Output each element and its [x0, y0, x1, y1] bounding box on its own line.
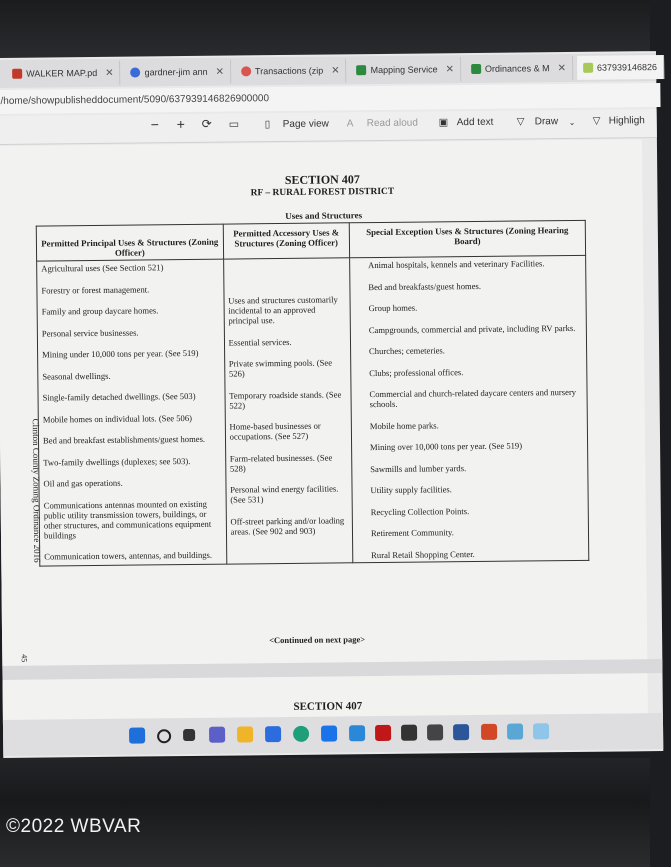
chevron-down-icon[interactable]: ⌄ — [568, 117, 576, 128]
next-page-title: SECTION 407 — [293, 700, 363, 713]
app-icon[interactable] — [427, 724, 443, 740]
list-item: Temporary roadside stands. (See 522) — [229, 388, 342, 411]
column-header-accessory: Permitted Accessory Uses & Structures (Zoning Officer) — [223, 223, 350, 259]
word-icon[interactable] — [453, 724, 469, 740]
page-number: 45 — [19, 654, 29, 663]
list-item: Uses and structures customarily incidental to an approved principal use. — [228, 294, 338, 326]
zoom-in-button[interactable]: + — [176, 116, 185, 133]
close-icon[interactable]: ✕ — [105, 67, 114, 79]
draw-button[interactable]: Draw — [534, 116, 559, 128]
list-item: Commercial and church-related daycare centers and nursery schools. — [369, 386, 577, 410]
list-item: Retirement Community. — [370, 527, 454, 539]
task-view-icon[interactable] — [183, 729, 195, 741]
tab-ordinances[interactable] — [465, 56, 573, 81]
tab-active-document[interactable] — [577, 55, 664, 80]
close-icon[interactable]: ✕ — [557, 62, 566, 74]
list-item: Oil and gas operations. — [43, 477, 123, 489]
list-item: Mobile home parks. — [369, 419, 439, 431]
tab-gardner[interactable] — [124, 60, 231, 85]
accessory-uses-cell — [223, 258, 352, 564]
app-icon[interactable] — [533, 723, 549, 739]
tab-label: Transactions (zip — [254, 65, 324, 77]
tab-bar — [0, 53, 656, 88]
highlight-button[interactable]: Highligh — [608, 115, 645, 127]
list-item: Essential services. — [228, 336, 292, 348]
site-icon — [357, 65, 367, 75]
tab-label: Mapping Service — [370, 64, 438, 76]
app-icon[interactable] — [349, 725, 365, 741]
list-item: Campgrounds, commercial and private, including RV parks. — [368, 322, 576, 335]
tab-transactions[interactable] — [235, 58, 347, 83]
teams-chat-icon[interactable] — [209, 727, 225, 743]
highlight-icon: ▽ — [592, 115, 601, 127]
list-item: Single-family detached dwellings. (See 503) — [42, 390, 196, 403]
close-icon[interactable]: ✕ — [215, 66, 225, 78]
app-icon[interactable] — [507, 724, 523, 740]
tab-label: WALKER MAP.pd — [26, 67, 98, 79]
uses-header: Uses and Structures — [285, 210, 363, 221]
list-item: Utility supply facilities. — [370, 484, 452, 496]
zoning-table — [36, 220, 590, 566]
principal-uses-cell — [37, 259, 227, 565]
add-text-button[interactable]: Add text — [456, 116, 494, 129]
tab-label: 637939146826 — [596, 62, 658, 73]
close-icon[interactable]: ✕ — [331, 64, 340, 76]
list-item: Mining under 10,000 tons per year. (See 519) — [42, 347, 199, 360]
continued-note: <Continued on next page> — [269, 634, 366, 646]
pdf-page — [0, 139, 647, 666]
section-title: SECTION 407 — [284, 172, 360, 187]
windows-start-icon[interactable] — [129, 727, 145, 743]
page-view-icon: ▯ — [264, 119, 271, 131]
list-item: Communications antennas mounted on existing public utility transmission towers, buildings, or other structures, and communications equipment buildings — [43, 498, 212, 541]
browser-window — [0, 51, 663, 758]
windows-taskbar — [3, 713, 663, 756]
read-aloud-button[interactable]: Read aloud — [366, 117, 418, 130]
list-item: Animal hospitals, kennels and veterinary Facilities. — [368, 258, 545, 271]
column-header-principal: Permitted Principal Uses & Structures (Zoning Officer) — [36, 224, 223, 261]
site-icon — [471, 64, 481, 74]
edge-icon[interactable] — [293, 726, 309, 742]
tab-mapping[interactable] — [350, 57, 461, 82]
list-item: Clubs; professional offices. — [369, 366, 464, 378]
zoom-out-button[interactable]: − — [150, 116, 159, 133]
add-text-icon: ▣ — [438, 117, 449, 129]
read-aloud-icon: A — [346, 118, 354, 130]
tab-walker-map[interactable] — [6, 61, 121, 86]
list-item: Bed and breakfasts/guest homes. — [368, 280, 482, 292]
list-item: Sawmills and lumber yards. — [370, 462, 467, 474]
close-icon[interactable]: ✕ — [445, 63, 455, 75]
side-text: Clinton County Zoning Ordinance 2016 — [30, 418, 43, 563]
special-uses-cell — [350, 255, 589, 562]
list-item: Private swimming pools. (See 526) — [228, 357, 333, 379]
site-icon — [241, 66, 251, 76]
page-view-button[interactable]: Page view — [282, 118, 329, 131]
globe-icon — [131, 67, 141, 77]
list-item: Group homes. — [368, 302, 418, 314]
list-item: Rural Retail Shopping Center. — [371, 548, 475, 560]
list-item: Personal wind energy facilities. (See 531) — [230, 483, 339, 505]
watermark: ©2022 WBVAR — [6, 816, 142, 837]
site-icon — [583, 63, 593, 73]
address-bar[interactable]: /home/showpublisheddocument/5090/637939146826900000 — [0, 83, 661, 114]
district-title: RF – RURAL FOREST DISTRICT — [250, 186, 395, 199]
list-item: Off-street parking and/or loading areas. (See 902 and 903) — [230, 514, 345, 537]
list-item: Agricultural uses (See Section 521) — [41, 262, 164, 274]
list-item: Home-based businesses or occupations. (See 527) — [229, 420, 321, 442]
tab-label: gardner-jim ann — [144, 66, 208, 78]
app-icon[interactable] — [401, 725, 417, 741]
fit-page-icon[interactable]: ▭ — [228, 118, 240, 131]
list-item: Farm-related businesses. (See 528) — [229, 452, 333, 474]
list-item: Bed and breakfast establishments/guest homes. — [42, 433, 206, 446]
list-item: Churches; cemeteries. — [368, 345, 445, 357]
list-item: Mining over 10,000 tons per year. (See 519) — [369, 440, 523, 453]
list-item: Family and group daycare homes. — [41, 305, 159, 317]
list-item: Recycling Collection Points. — [370, 505, 470, 517]
app-icon[interactable] — [321, 725, 337, 741]
mcafee-icon[interactable] — [375, 725, 391, 741]
laptop-bezel-bottom — [0, 758, 650, 867]
file-explorer-icon[interactable] — [237, 726, 253, 742]
powerpoint-icon[interactable] — [481, 724, 497, 740]
column-header-special: Special Exception Uses & Structures (Zoning Hearing Board) — [349, 220, 585, 257]
search-icon[interactable] — [157, 729, 171, 743]
list-item: Personal service businesses. — [41, 327, 139, 339]
list-item: Mobile homes on individual lots. (See 506) — [42, 412, 193, 425]
draw-icon: ▽ — [516, 116, 525, 128]
list-item: Forestry or forest management. — [41, 283, 150, 296]
list-item: Seasonal dwellings. — [42, 370, 111, 382]
store-icon[interactable] — [265, 726, 281, 742]
list-item: Communication towers, antennas, and buildings. — [44, 549, 213, 562]
rotate-icon[interactable]: ⟳ — [201, 116, 212, 131]
pdf-icon — [12, 69, 22, 79]
tab-label: Ordinances & M — [484, 63, 550, 74]
list-item: Two-family dwellings (duplexes; see 503). — [43, 455, 191, 468]
